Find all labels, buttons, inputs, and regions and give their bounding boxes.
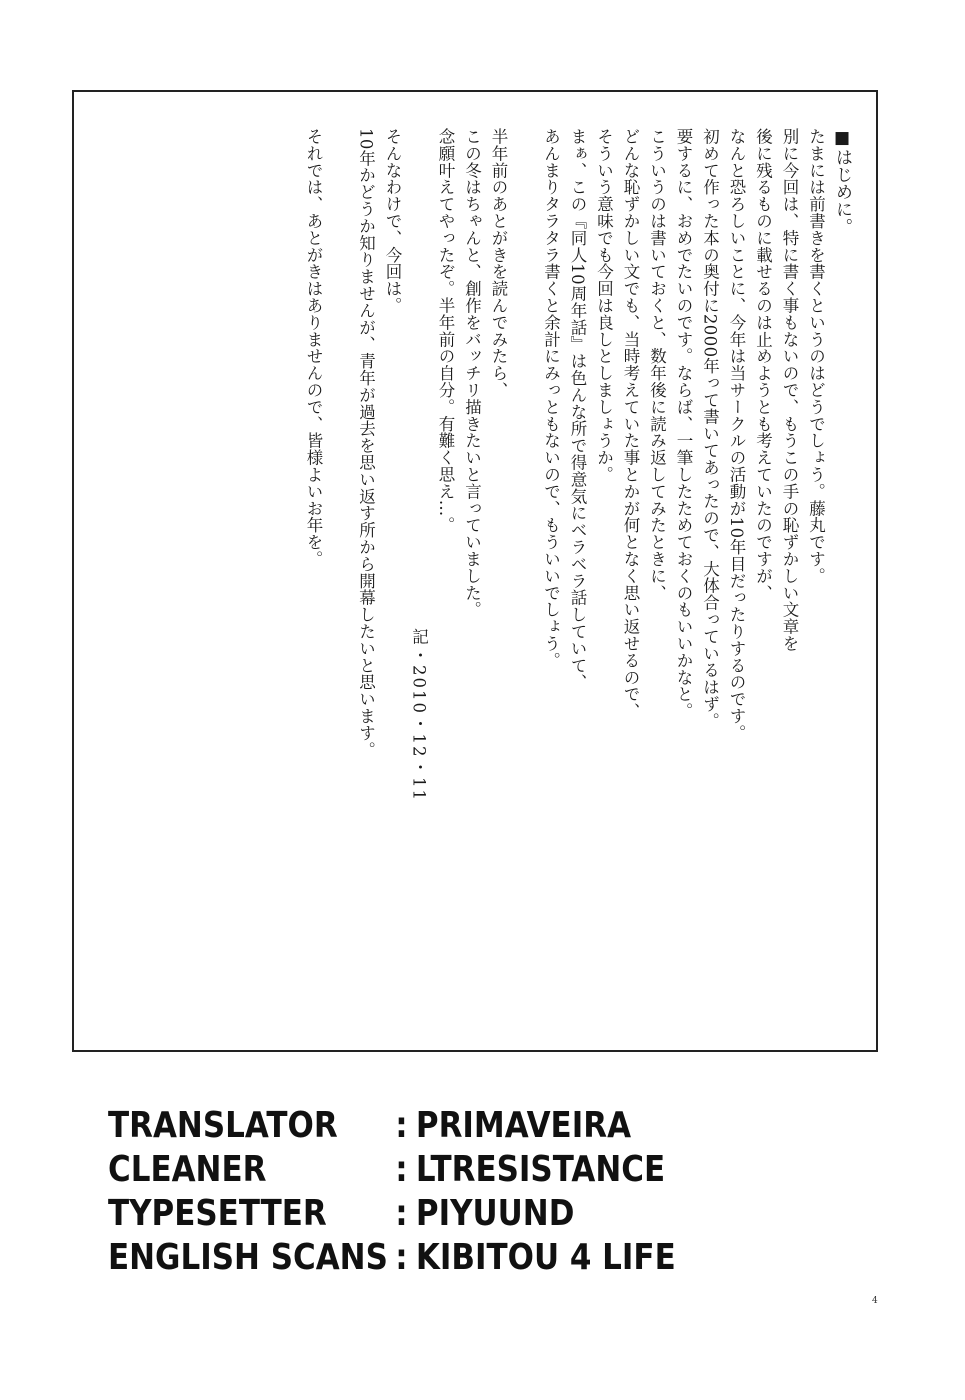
afterword-line: まぁ、この『同人10周年話』は色んな所で得意気にベラベラ話していて、 <box>568 128 587 691</box>
afterword-line: たまには前書きを書くというのはどうでしょう。藤丸です。 <box>806 128 826 585</box>
credit-name: PIYUUND <box>415 1193 575 1234</box>
afterword-line: 要するに、おめでたいのです。ならば、一筆したためておくのもいいかなと。 <box>674 128 693 720</box>
credit-separator: : <box>395 1193 408 1234</box>
afterword-text <box>300 128 856 828</box>
credit-row-cleaner <box>108 1148 676 1192</box>
afterword-line: 初めて作った本の奥付に2000年って書いてあったので、大体合っているはず。 <box>700 128 720 730</box>
paragraph-gap <box>326 128 352 828</box>
credit-name: LTRESISTANCE <box>415 1149 666 1190</box>
afterword-line: あんまりタラタラ書くと余計にみっともないので、もういいでしょう。 <box>541 128 561 669</box>
credit-separator: : <box>395 1237 408 1278</box>
credit-role: TYPESETTER <box>108 1193 327 1234</box>
afterword-line: どんな恥ずかしい文でも、当時考えていた事とかが何となく思い返せるので、 <box>621 128 640 720</box>
credit-role: CLEANER <box>108 1149 267 1190</box>
afterword-line: 10年かどうか知りませんが、青年が過去を思い返す所から開幕したいと思います。 <box>356 128 376 759</box>
paragraph-gap <box>511 128 537 828</box>
credit-name: KIBITOU 4 LIFE <box>415 1237 676 1278</box>
credit-row-english-scans <box>108 1236 676 1280</box>
credit-name: PRIMAVEIRA <box>415 1105 632 1146</box>
page-number: 4 <box>872 1296 878 1306</box>
afterword-date: 記・2010・12・11 <box>409 628 429 802</box>
scanlation-credits <box>108 1104 676 1280</box>
afterword-line: 後に残るものに載せるのは止めようとも考えていたのですが、 <box>753 128 773 602</box>
credit-role: ENGLISH SCANS <box>108 1237 388 1278</box>
credit-row-typesetter <box>108 1192 676 1236</box>
afterword-line: 別に今回は、特に書く事もないので、もうこの手の恥ずかしい文章を <box>780 128 799 652</box>
afterword-line: 半年前のあとがきを読んでみたら、 <box>489 128 508 399</box>
credit-separator: : <box>395 1105 408 1146</box>
credit-role: TRANSLATOR <box>108 1105 338 1146</box>
afterword-line: こういうのは書いておくと、数年後に読み返してみたときに、 <box>647 128 667 602</box>
afterword-line: 念願叶えてやったぞ。半年前の自分。有難く思え…。 <box>436 128 455 534</box>
afterword-line: それでは、あとがきはありませんので、皆様よいお年を。 <box>304 128 323 568</box>
afterword-line: そういう意味でも今回は良しとしましょうか。 <box>594 128 614 483</box>
afterword-line: なんと恐ろしいことに、今年は当サークルの活動が10年目だったりするのです。 <box>727 128 746 742</box>
afterword-heading: ■はじめに。 <box>832 128 852 236</box>
afterword-line: この冬はちゃんと、創作をバッチリ描きたいと言っていました。 <box>462 128 482 619</box>
credit-separator: : <box>395 1149 408 1190</box>
credit-row-translator <box>108 1104 676 1148</box>
afterword-line: そんなわけで、今回は。 <box>383 128 402 314</box>
